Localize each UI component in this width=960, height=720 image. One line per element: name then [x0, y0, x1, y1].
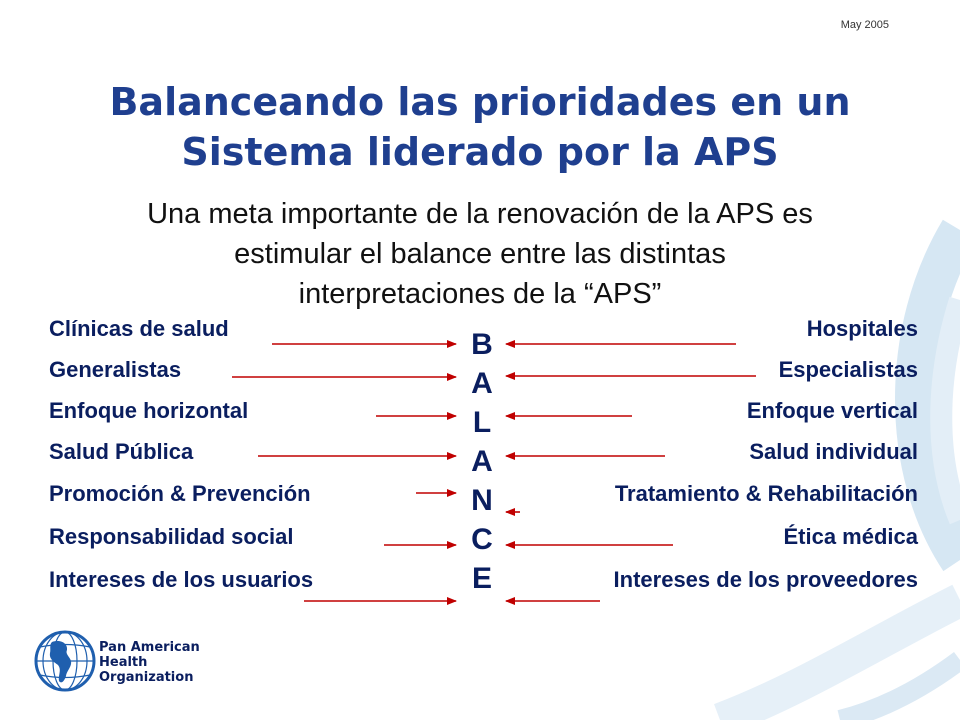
right-item: Hospitales — [806, 316, 918, 341]
right-item: Intereses de los proveedores — [613, 567, 918, 592]
balance-letter: N — [471, 484, 493, 517]
balance-letter: B — [471, 328, 493, 361]
left-item: Promoción & Prevención — [49, 481, 311, 506]
date-label: May 2005 — [840, 19, 889, 31]
left-item: Intereses de los usuarios — [49, 567, 314, 592]
left-item: Enfoque horizontal — [49, 398, 249, 423]
paho-globe-logo-icon — [34, 630, 96, 692]
right-item: Ética médica — [783, 524, 918, 549]
right-item: Enfoque vertical — [746, 398, 918, 423]
subtitle-line: interpretaciones de la “APS” — [298, 278, 662, 310]
balance-letter: A — [471, 367, 493, 400]
right-item: Salud individual — [749, 439, 918, 464]
balance-letter: A — [471, 445, 493, 478]
title-line: Sistema liderado por la APS — [181, 130, 779, 174]
title-line: Balanceando las prioridades en un — [109, 80, 851, 124]
left-item: Clínicas de salud — [49, 316, 229, 341]
balance-letter: E — [471, 562, 492, 595]
org-line: Pan American — [99, 640, 200, 655]
subtitle-line: Una meta importante de la renovación de la APS es — [147, 198, 813, 230]
left-item: Generalistas — [49, 357, 182, 382]
org-line: Health — [99, 655, 148, 670]
balance-letter: C — [471, 523, 493, 556]
balance-letter: L — [472, 406, 492, 439]
organization-name — [99, 640, 200, 685]
subtitle-line: estimular el balance entre las distintas — [234, 238, 726, 270]
org-line: Organization — [99, 670, 194, 685]
right-item: Tratamiento & Rehabilitación — [614, 481, 918, 506]
left-item: Salud Pública — [49, 439, 194, 464]
right-item: Especialistas — [778, 357, 918, 382]
left-item: Responsabilidad social — [49, 524, 294, 549]
